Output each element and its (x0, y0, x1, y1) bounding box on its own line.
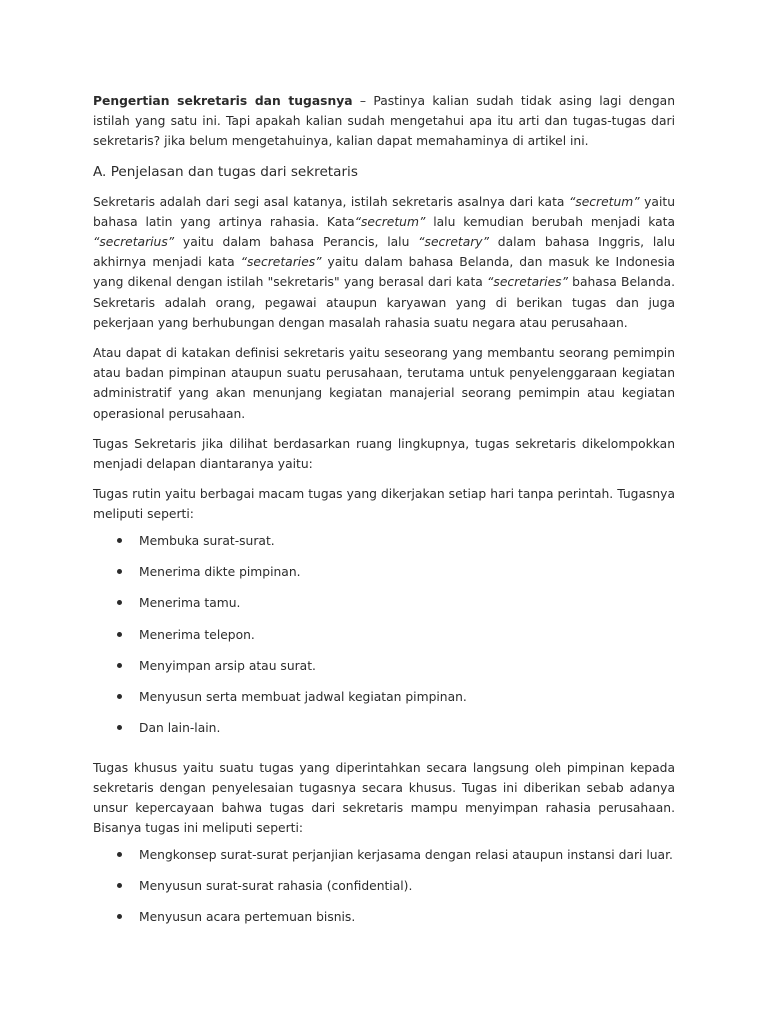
paragraph-special-tasks: Tugas khusus yaitu suatu tugas yang diperintahkan secara langsung oleh pimpinan kepada sekretaris dengan penyelesaian tugasnya secara khusus. Tugas ini diberikan sebab adanya unsur kepercayaan bahwa tugas dari sekretaris mampu menyimpan rahasia perusahaan. Bisanya tugas ini meliputi seperti: (93, 760, 675, 836)
text-run: lalu kemudian berubah menjadi kata (425, 214, 675, 229)
intro-text: – Pastinya kalian sudah tidak asing lagi dengan istilah yang satu ini. Tapi apakah kalian sudah mengetahui apa itu arti dan tugas-tugas dari sekretaris? jika belum mengetahuinya, kalian dapat memahaminya di artikel ini. (93, 94, 676, 149)
paragraph-routine-tasks: Tugas rutin yaitu berbagai macam tugas yang dikerjakan setiap hari tanpa perintah. Tugasnya meliputi seperti: (93, 487, 675, 522)
term-secretary: “secretary” (418, 235, 489, 250)
text-run: bahasa Belanda. Sekretaris adalah orang, pegawai ataupun karyawan yang di berikan tugas dan juga pekerjaan yang berhubungan dengan masalah rahasia suatu negara atau perusahaan. (93, 275, 675, 330)
special-task-list (93, 845, 675, 939)
paragraph-scope: Tugas Sekretaris jika dilihat berdasarkan ruang lingkupnya, tugas sekretaris dikelompokkan menjadi delapan diantaranya yaitu: (93, 436, 675, 472)
list-item: Menyusun acara pertemuan bisnis. (93, 907, 675, 938)
list-item: Menyusun surat-surat rahasia (confidential). (93, 876, 675, 907)
term-secretum: “secretum” (568, 194, 640, 209)
intro-paragraph (93, 91, 675, 152)
term-secretarius: “secretarius” (93, 235, 175, 250)
list-item: Membuka surat-surat. (93, 531, 675, 562)
list-item: Menerima telepon. (93, 625, 675, 656)
section-heading-a: A. Penjelasan dan tugas dari sekretaris (93, 163, 358, 180)
text-run: yaitu dalam bahasa Belanda, dan masuk ke Indonesia yang dikenal dengan istilah "sekretaris" yang berasal dari kata (93, 255, 675, 290)
intro-title: Pengertian sekretaris dan tugasnya (93, 94, 353, 108)
term-secretaries: “secretaries” (487, 275, 568, 290)
routine-task-list (93, 531, 675, 750)
paragraph-definition: Atau dapat di katakan definisi sekretaris yaitu seseorang yang membantu seorang pemimpin atau badan pimpinan ataupun suatu perusahaan, terutama untuk penyelenggaraan kegiatan administratif yang akan menunjang kegiatan manajerial seorang pemimpin atau kegiatan operasional perusahaan. (93, 346, 675, 421)
text-run: Sekretaris adalah dari segi asal katanya, istilah sekretaris asalnya dari kata (93, 194, 569, 209)
list-item: Dan lain-lain. (93, 718, 675, 749)
term-secretum: “secretum” (354, 214, 426, 229)
term-secretaries: “secretaries” (240, 255, 322, 270)
list-item: Menyusun serta membuat jadwal kegiatan pimpinan. (93, 687, 675, 718)
text-run: yaitu dalam bahasa Perancis, lalu (174, 235, 419, 250)
text-run: yaitu bahasa latin yang artinya rahasia. Kata (93, 194, 675, 229)
list-item: Mengkonsep surat-surat perjanjian kerjasama dengan relasi ataupun instansi dari luar. (93, 845, 675, 876)
list-item: Menerima dikte pimpinan. (93, 562, 675, 593)
list-item: Menerima tamu. (93, 593, 675, 624)
paragraph-etymology (93, 192, 675, 333)
list-item: Menyimpan arsip atau surat. (93, 656, 675, 687)
text-run: dalam bahasa Inggris, lalu akhirnya menjadi kata (93, 235, 675, 270)
